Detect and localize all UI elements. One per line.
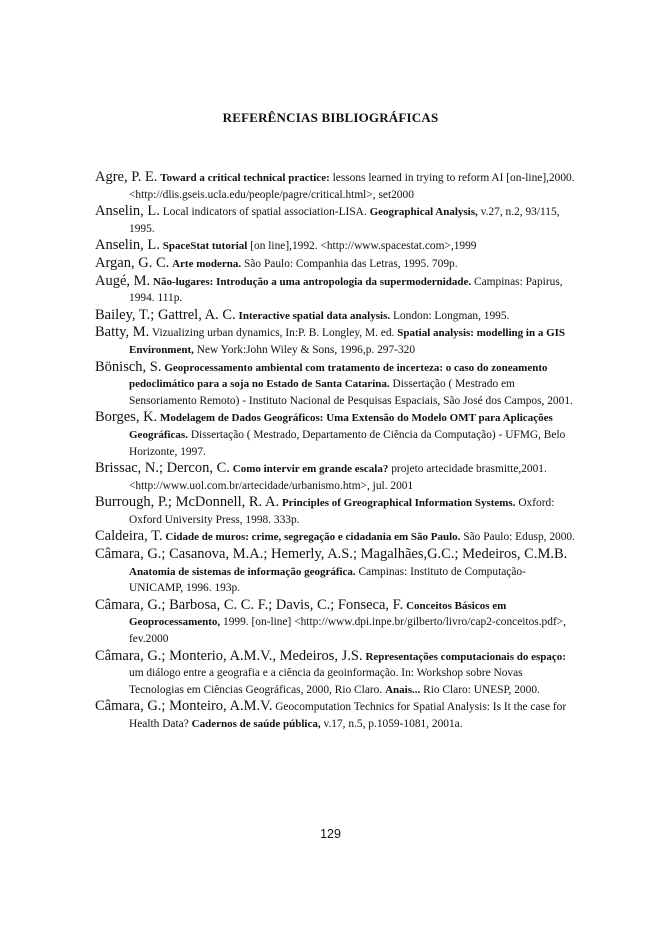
reference-proceedings-title: Anais...: [385, 683, 421, 696]
reference-author: Bailey, T.; Gattrel, A. C.: [95, 306, 236, 323]
reference-title: Arte moderna.: [172, 257, 242, 270]
reference-author: Câmara, G.; Casanova, M.A.; Hemerly, A.S.; Magalhães,G.C.; Medeiros, C.M.B.: [95, 546, 568, 563]
reference-title: Modelagem de Dados Geográficos: Uma Extensão do Modelo OMT para Aplicações Geográficas.: [129, 412, 553, 441]
reference-details: Campinas: Papirus, 1994. 111p.: [129, 275, 563, 305]
page-title: REFERÊNCIAS BIBLIOGRÁFICAS: [222, 110, 439, 125]
reference-entry: [95, 324, 575, 358]
reference-title: Anatomia de sistemas de informação geográfica.: [129, 565, 356, 578]
reference-entry: [95, 409, 575, 460]
reference-author: Câmara, G.; Monteiro, A.M.V.: [95, 698, 273, 715]
reference-entry: [95, 698, 575, 732]
reference-details: Dissertação ( Mestrado em Sensoriamento Remoto) - Instituto Nacional de Pesquisas Espaciais, São José dos Campos, 2001.: [129, 378, 573, 407]
reference-entry: [95, 203, 575, 237]
reference-details: São Paulo: Companhia das Letras, 1995. 709p.: [244, 257, 458, 270]
reference-author: Caldeira, T.: [95, 528, 163, 545]
reference-details: v.17, n.5, p.1059-1081, 2001a.: [323, 718, 463, 730]
reference-entry: [95, 169, 575, 203]
reference-title: Como intervir em grande escala?: [232, 463, 389, 476]
reference-details: Dissertação ( Mestrado, Departamento de Ciência da Computação) - UFMG, Belo Horizonte, 1997.: [129, 428, 566, 458]
reference-details: [on line],1992. <http://www.spacestat.com>,1999: [250, 240, 477, 253]
reference-title: Não-lugares: Introdução a uma antropologia da supermodernidade.: [153, 275, 472, 288]
reference-entry: [95, 528, 575, 546]
reference-details: um diálogo entre a geografia e a ciência da geoinformação. In: Workshop sobre Novas Tecnologias em Ciências Geográficas, 2000, Rio Claro.: [129, 667, 523, 696]
reference-author: Batty, M.: [95, 324, 150, 341]
reference-details: 1999. [on-line] <http://www.dpi.inpe.br/gilberto/livro/cap2-conceitos.pdf>, fev.2000: [129, 616, 567, 646]
reference-author: Câmara, G.; Monterio, A.M.V., Medeiros, J.S.: [95, 647, 363, 664]
reference-title: Cadernos de saúde pública,: [191, 718, 321, 730]
reference-details: Campinas: Instituto de Computação-UNICAMP, 1996. 193p.: [129, 565, 526, 595]
reference-details: London: Longman, 1995.: [392, 309, 510, 322]
reference-title: Cidade de muros: crime, segregação e cidadania em São Paulo.: [165, 531, 461, 544]
reference-author: Argan, G. C.: [95, 254, 170, 271]
reference-author: Câmara, G.; Barbosa, C. C. F.; Davis, C.; Fonseca, F.: [95, 596, 404, 613]
reference-title: Spatial analysis: modelling in a GIS Environment,: [129, 327, 566, 356]
reference-title: Principles of Greographical Information Systems.: [281, 497, 516, 510]
reference-entry: [95, 359, 575, 410]
reference-details: v.27, n.2, 93/115, 1995.: [129, 206, 560, 235]
reference-author: Agre, P. E.: [95, 169, 158, 185]
reference-entry: [95, 546, 575, 597]
reference-details: projeto artecidade brasmitte,2001. <http://www.uol.com.br/artecidade/urbanismo.htm>, jul. 2001: [129, 463, 547, 492]
reference-title: Interactive spatial data analysis.: [238, 309, 391, 322]
reference-author: Anselin, L.: [95, 237, 160, 254]
reference-author: Augé, M.: [95, 272, 151, 289]
reference-title: Representações computacionais do espaço:: [365, 650, 566, 663]
reference-entry: [95, 307, 575, 325]
reference-entry: [95, 597, 575, 648]
reference-title: Geographical Analysis,: [369, 206, 478, 219]
reference-entry: [95, 237, 575, 255]
reference-details-end: Rio Claro: UNESP, 2000.: [423, 683, 540, 696]
reference-pre-title: Geocomputation Technics for Spatial Analysis: Is It the case for Health Data?: [129, 701, 567, 730]
reference-title: Geoprocessamento ambiental com tratamento de incerteza: o caso do zoneamento pedoclimático para a soja no Estado de Santa Catarina.: [129, 361, 548, 391]
reference-title: Conceitos Básicos em Geoprocessamento,: [129, 599, 507, 629]
reference-entry: [95, 648, 575, 699]
reference-pre-title: Vizualizing urban dynamics, In:P. B. Longley, M. ed.: [151, 327, 395, 340]
reference-author: Anselin, L.: [95, 203, 160, 220]
reference-title: Toward a critical technical practice:: [160, 172, 330, 184]
reference-title: SpaceStat tutorial: [162, 240, 248, 253]
reference-entry: [95, 273, 575, 307]
reference-pre-title: Local indicators of spatial association-LISA.: [162, 206, 367, 219]
reference-author: Borges, K.: [95, 409, 158, 426]
reference-author: Brissac, N.; Dercon, C.: [95, 460, 230, 477]
reference-author: Burrough, P.; McDonnell, R. A.: [95, 494, 280, 511]
reference-details: lessons learned in trying to reform AI [on-line],2000. <http://dlis.gseis.ucla.edu/people/pagre/critical.html>, set2000: [129, 172, 575, 201]
reference-entry: [95, 255, 575, 273]
reference-entry: [95, 460, 575, 494]
reference-details: São Paulo: Edusp, 2000.: [463, 531, 575, 544]
page-number: 129: [320, 827, 341, 841]
reference-details: Oxford: Oxford University Press, 1998. 333p.: [129, 497, 555, 526]
reference-details: New York:John Wiley & Sons, 1996,p. 297-320: [196, 343, 416, 356]
reference-entry: [95, 494, 575, 528]
references-list: [95, 169, 575, 733]
reference-author: Bönisch, S.: [95, 358, 162, 375]
